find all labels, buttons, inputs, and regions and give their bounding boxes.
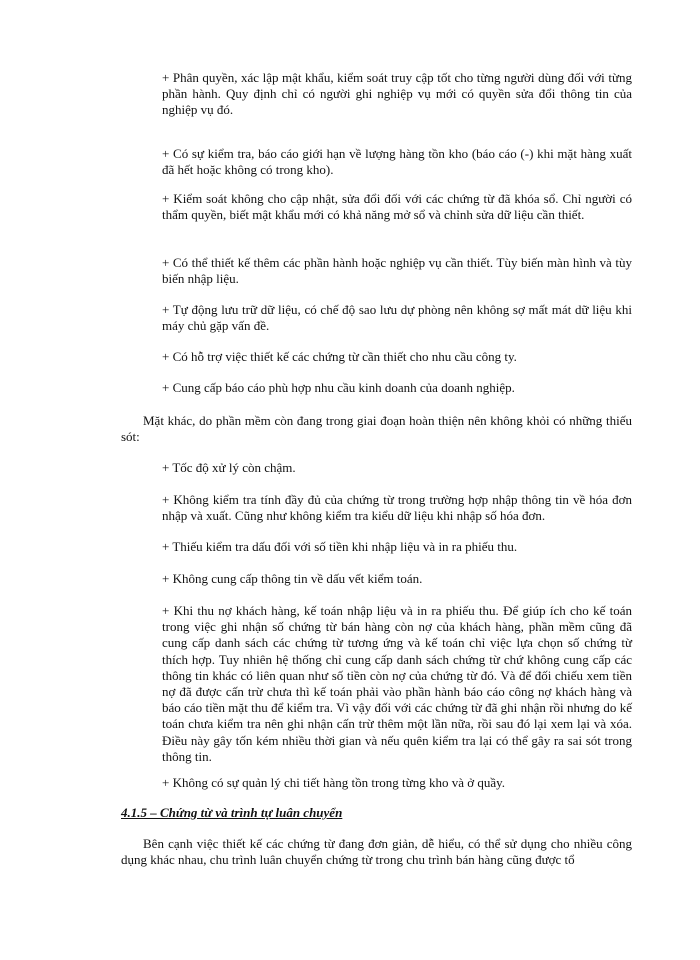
weakness-item-debt-collection: + Khi thu nợ khách hàng, kế toán nhập liệu và in ra phiếu thu. Để giúp ích cho kế toán trong việc ghi nhận số chứng từ bán hàng còn nợ của khách hàng, phần mềm cũng đã cung cấp danh sách các chứng từ tương ứng và kế toán chỉ việc lựa chọn số chứng từ thích hợp. Tuy nhiên hệ thống chỉ cung cấp danh sách chứng từ chứ không cung cấp các thông tin khác có liên quan như số tiền còn nợ của chứng từ đó. Và để đối chiếu xem tiền nợ đã được cấn trừ chưa thì kế toán phải vào phần hành báo cáo công nợ khách hàng và báo cáo tiền mặt thu để kiểm tra. Vì vậy đối với các chứng từ đã ghi nhận rồi nhưng do kế toán chưa kiểm tra nên ghi nhận cấn trừ thêm một lần nữa, rồi sau đó lại xem lại và xóa. Điều này gây tốn kém nhiều thời gian và nếu quên kiểm tra lại có thể gây ra sai sót trong thông tin. [162, 603, 632, 764]
strength-item-backup: + Tự động lưu trữ dữ liệu, có chế độ sao lưu dự phòng nên không sợ mất mát dữ liệu khi máy chủ gặp vấn đề. [162, 302, 632, 334]
weakness-item-speed: + Tốc độ xử lý còn chậm. [162, 460, 296, 475]
strength-item-reports: + Cung cấp báo cáo phù hợp nhu cầu kinh doanh của doanh nghiệp. [162, 380, 515, 395]
weakness-item-audit-trail: + Không cung cấp thông tin về dấu vết kiểm toán. [162, 571, 423, 586]
weakness-item-completeness: + Không kiểm tra tính đầy đủ của chứng từ trong trường hợp nhập thông tin về hóa đơn nhập và xuất. Cũng như không kiểm tra kiểu dữ liệu khi nhập số hóa đơn. [162, 492, 632, 524]
strength-item-locked-vouchers: + Kiểm soát không cho cập nhật, sửa đổi đối với các chứng từ đã khóa sổ. Chỉ người có thẩm quyền, biết mật khẩu mới có khả năng mở sổ và chỉnh sửa dữ liệu cần thiết. [162, 191, 632, 223]
strength-item-voucher-design: + Có hỗ trợ việc thiết kế các chứng từ cần thiết cho nhu cầu công ty. [162, 349, 517, 364]
strength-item-inventory-check: + Có sự kiểm tra, báo cáo giới hạn về lượng hàng tồn kho (báo cáo (-) khi mặt hàng xuất đã hết hoặc không có trong kho). [162, 146, 632, 178]
section-heading: 4.1.5 – Chứng từ và trình tự luân chuyển [121, 805, 343, 820]
strength-item-customization: + Có thể thiết kế thêm các phần hành hoặc nghiệp vụ cần thiết. Tùy biến màn hình và tùy biến nhập liệu. [162, 255, 632, 287]
weakness-item-sign-check: + Thiếu kiểm tra dấu đối với số tiền khi nhập liệu và in ra phiếu thu. [162, 539, 518, 554]
weakness-item-stock-detail: + Không có sự quản lý chi tiết hàng tồn trong từng kho và ở quầy. [162, 775, 506, 790]
strength-item-access-control: + Phân quyền, xác lập mật khẩu, kiểm soát truy cập tốt cho từng người dùng đối với từng phần hành. Quy định chỉ có người ghi nghiệp vụ mới có quyền sửa đổi thông tin của nghiệp vụ đó. [162, 70, 632, 118]
closing-paragraph: Bên cạnh việc thiết kế các chứng từ đang đơn giản, dễ hiểu, có thể sử dụng cho nhiều công dụng khác nhau, chu trình luân chuyển chứng từ trong chu trình bán hàng cũng được tổ [121, 836, 632, 868]
weaknesses-intro: Mặt khác, do phần mềm còn đang trong giai đoạn hoàn thiện nên không khỏi có những thiếu sót: [121, 413, 632, 445]
